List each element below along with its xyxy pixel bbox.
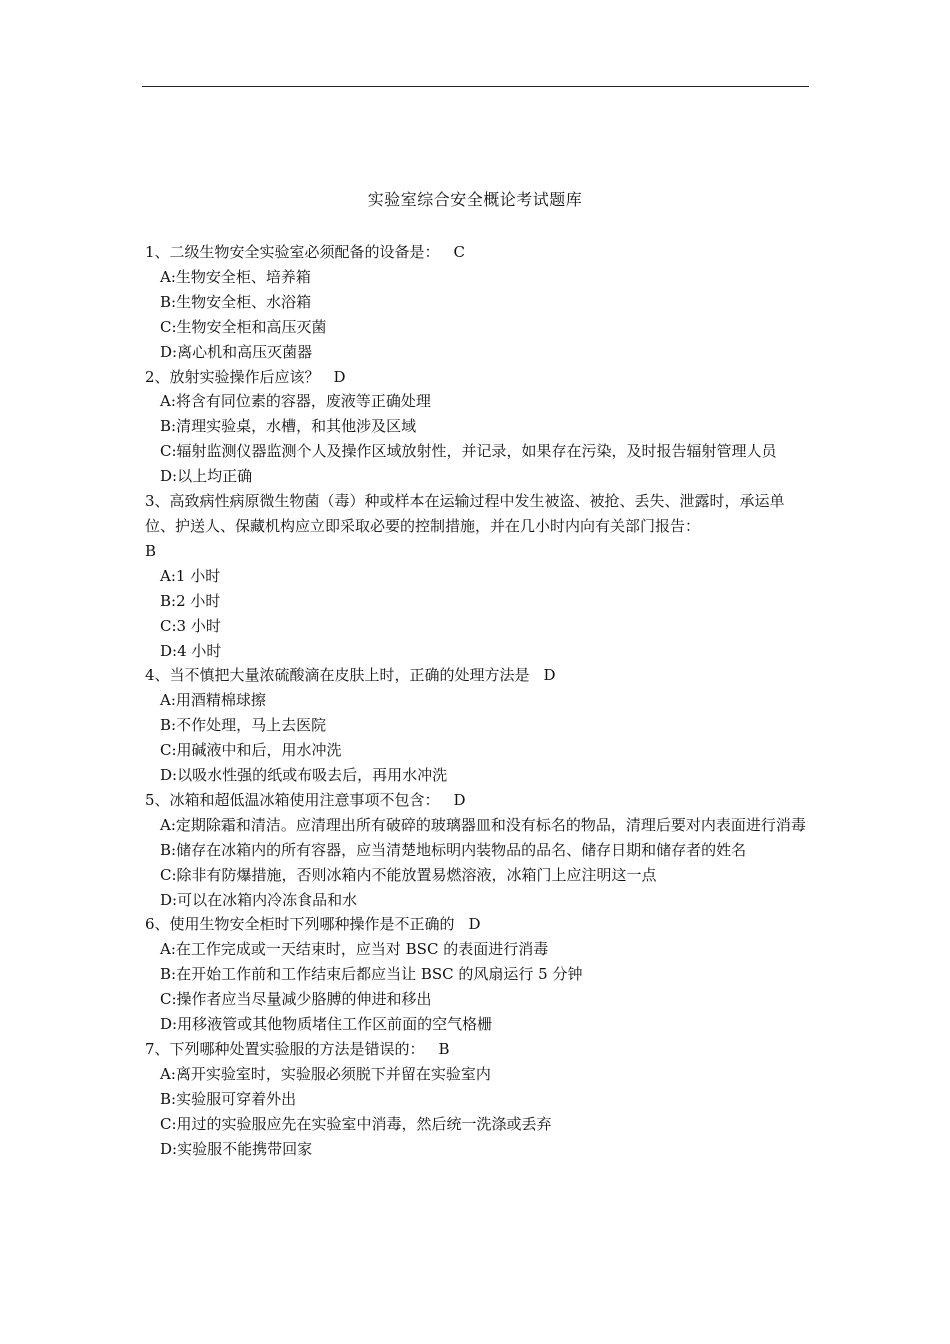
option-a: A:离开实验室时，实验服必须脱下并留在实验室内	[160, 1064, 491, 1083]
option-b: B:实验服可穿着外出	[160, 1089, 297, 1108]
question-answer: B	[438, 1040, 450, 1058]
question-answer: B	[145, 541, 157, 560]
document-title: 实验室综合安全概论考试题库	[367, 190, 583, 209]
question-stem	[145, 240, 809, 265]
option-d: D:以吸水性强的纸或布吸去后，再用水冲洗	[160, 766, 448, 785]
question-text: 1、二级生物安全实验室必须配备的设备是：	[145, 243, 440, 261]
option-c: C:生物安全柜和高压灭菌	[160, 317, 327, 336]
option-c: C:用过的实验服应先在实验室中消毒，然后统一洗涤或丢弃	[160, 1114, 552, 1133]
question-stem	[145, 788, 809, 813]
question-5	[145, 788, 809, 913]
option-d: D:实验服不能携带回家	[160, 1139, 313, 1158]
question-6	[145, 912, 809, 1037]
question-text: 7、下列哪种处置实验服的方法是错误的：	[145, 1040, 425, 1058]
question-stem	[145, 1037, 809, 1062]
option-c: C:辐射监测仪器监测个人及操作区域放射性，并记录，如果存在污染，及时报告辐射管理人员	[160, 442, 777, 461]
header-rule	[142, 86, 809, 87]
option-a: A:定期除霜和清洁。应清理出所有破碎的玻璃器皿和没有标名的物品，清理后要对内表面进行消毒	[160, 815, 806, 834]
question-stem	[145, 663, 809, 688]
question-stem	[145, 489, 809, 564]
question-text: 5、冰箱和超低温冰箱使用注意事项不包含：	[145, 790, 440, 809]
option-d: D:离心机和高压灭菌器	[160, 342, 313, 361]
question-2	[145, 365, 809, 490]
question-answer: D	[468, 915, 481, 934]
option-a: A:用酒精棉球擦	[160, 691, 266, 710]
option-d: D:用移液管或其他物质堵住工作区前面的空气格栅	[160, 1015, 493, 1034]
question-4	[145, 663, 809, 788]
option-b: B:生物安全柜、水浴箱	[160, 292, 312, 311]
option-b: B:清理实验桌，水槽，和其他涉及区域	[160, 417, 417, 436]
option-c: C:用碱液中和后，用水冲洗	[160, 741, 342, 760]
option-b: B:在开始工作前和工作结束后都应当让 BSC 的风扇运行 5 分钟	[160, 965, 583, 984]
option-b: B:储存在冰箱内的所有容器，应当清楚地标明内装物品的品名、储存日期和储存者的姓名	[160, 840, 747, 859]
option-a: A:将含有同位素的容器，废液等正确处理	[160, 392, 431, 411]
question-stem	[145, 912, 809, 937]
question-list	[145, 240, 809, 1162]
question-answer: D	[543, 666, 556, 685]
option-d: D:4 小时	[160, 641, 222, 660]
question-text: 6、使用生物安全柜时下列哪种操作是不正确的	[145, 915, 455, 934]
option-a: A:生物安全柜、培养箱	[160, 267, 311, 286]
option-d: D:可以在冰箱内冷冻食品和水	[160, 890, 358, 909]
question-text: 3、高致病性病原微生物菌（毒）种或样本在运输过程中发生被盗、被抢、丢失、泄露时，承运单位、护送人、保藏机构应立即采取必要的控制措施，并在几小时内向有关部门报告：	[145, 492, 785, 535]
question-text: 4、当不慎把大量浓硫酸滴在皮肤上时，正确的处理方法是	[145, 666, 530, 685]
question-answer: C	[453, 243, 466, 261]
option-d: D:以上均正确	[160, 467, 253, 486]
option-c: C:操作者应当尽量减少胳膊的伸进和移出	[160, 990, 432, 1009]
question-answer: D	[453, 790, 466, 809]
question-7	[145, 1037, 809, 1162]
question-1	[145, 240, 809, 365]
question-text: 2、放射实验操作后应该？	[145, 367, 320, 386]
question-stem	[145, 365, 809, 390]
option-a: A:在工作完成或一天结束时，应当对 BSC 的表面进行消毒	[160, 940, 549, 959]
question-answer: D	[333, 367, 346, 386]
option-b: B:2 小时	[160, 591, 221, 610]
option-c: C:3 小时	[160, 616, 221, 635]
question-3	[145, 489, 809, 663]
option-b: B:不作处理，马上去医院	[160, 716, 327, 735]
option-a: A:1 小时	[160, 566, 221, 585]
option-c: C:除非有防爆措施，否则冰箱内不能放置易燃溶液，冰箱门上应注明这一点	[160, 865, 657, 884]
